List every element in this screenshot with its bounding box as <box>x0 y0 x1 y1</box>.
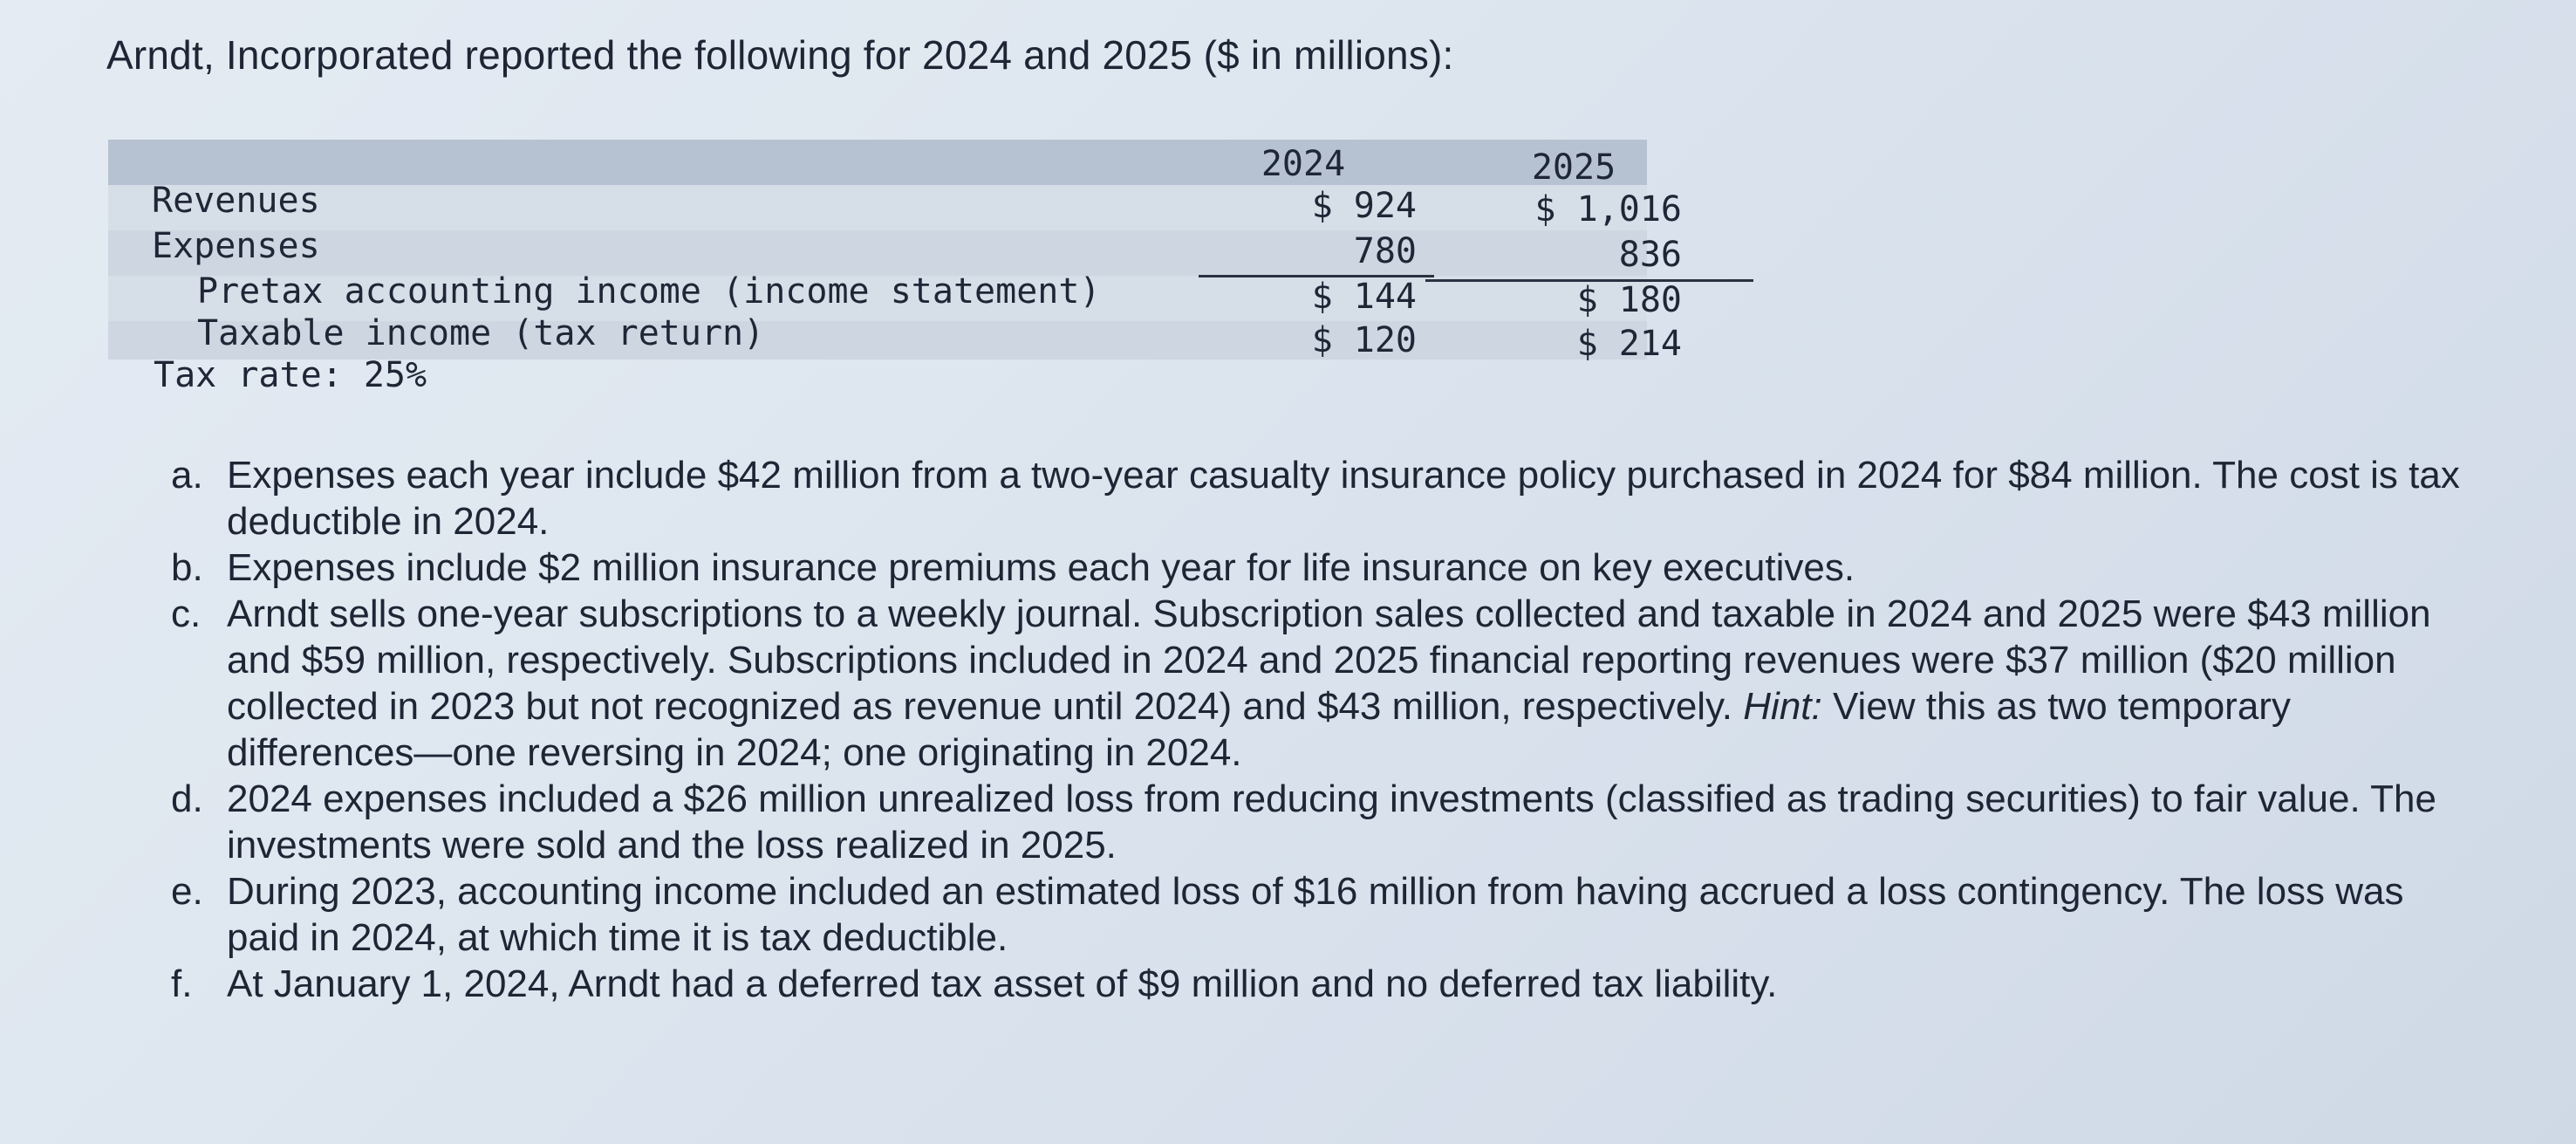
note-letter: b. <box>171 546 203 589</box>
taxable-2024-value: $ 120 <box>1311 320 1417 360</box>
pretax-2024-value: $ 144 <box>1311 277 1417 317</box>
note-text: Expenses each year include $42 million from a two-year casualty insurance policy purchased in 2024 for $84 million. The cost is tax deductible in 2024. <box>227 454 2460 543</box>
note-text: 2024 expenses included a $26 million unrealized loss from reducing investments (classified as trading securities) to fair value. The investments were sold and the loss realized in 2025. <box>227 778 2436 867</box>
note-text: At January 1, 2024, Arndt had a deferred tax asset of $9 million and no deferred tax liability. <box>227 962 1778 1005</box>
financial-table <box>108 140 1682 395</box>
revenues-2025-value: $ 1,016 <box>1534 189 1682 229</box>
expenses-2024-value: 780 <box>1353 231 1417 271</box>
notes-list <box>171 452 2474 1007</box>
table-header-band <box>108 140 1647 185</box>
revenues-2024-value: $ 924 <box>1311 186 1417 226</box>
note-item <box>171 545 2474 591</box>
problem-heading: Arndt, Incorporated reported the following for 2024 and 2025 ($ in millions): <box>106 32 1454 78</box>
note-letter: e. <box>171 870 203 913</box>
note-item <box>171 961 2474 1007</box>
note-letter: f. <box>171 962 193 1005</box>
tax-rate-label: Tax rate: 25% <box>154 355 427 395</box>
expenses-2025-value: 836 <box>1618 235 1682 275</box>
column-header-2025: 2025 <box>1531 147 1616 188</box>
row-label-taxable-income: Taxable income (tax return) <box>197 313 765 353</box>
hint-label: Hint: <box>1743 685 1822 728</box>
column-header-2024: 2024 <box>1261 144 1346 184</box>
row-label-pretax-income: Pretax accounting income (income statement) <box>197 271 1101 312</box>
hint-text: View this as two temporary differences—one reversing in 2024; one originating in 2024. <box>227 685 2291 774</box>
note-letter: c. <box>171 593 202 635</box>
note-text: Expenses include $2 million insurance premiums each year for life insurance on key executives. <box>227 546 1855 589</box>
note-text: During 2023, accounting income included an estimated loss of $16 million from having accrued a loss contingency. The loss was paid in 2024, at which time it is tax deductible. <box>227 870 2404 959</box>
note-text: Arndt sells one-year subscriptions to a weekly journal. Subscription sales collected and taxable in 2024 and 2025 were $43 million and $59 million, respectively. Subscriptions included in 2024 and 2025 financial reporting revenues were $37 million ($20 million collected in 2023 but not recognized as revenue until 2024) and $43 million, respectively. <box>227 593 2431 728</box>
note-letter: a. <box>171 454 203 497</box>
pretax-2025-value: $ 180 <box>1576 280 1682 320</box>
note-letter: d. <box>171 778 203 820</box>
note-item <box>171 591 2474 776</box>
row-label-revenues: Revenues <box>152 181 320 221</box>
note-item <box>171 452 2474 545</box>
note-item <box>171 776 2474 868</box>
note-item <box>171 868 2474 961</box>
row-label-expenses: Expenses <box>152 226 320 266</box>
taxable-2025-value: $ 214 <box>1576 324 1682 364</box>
